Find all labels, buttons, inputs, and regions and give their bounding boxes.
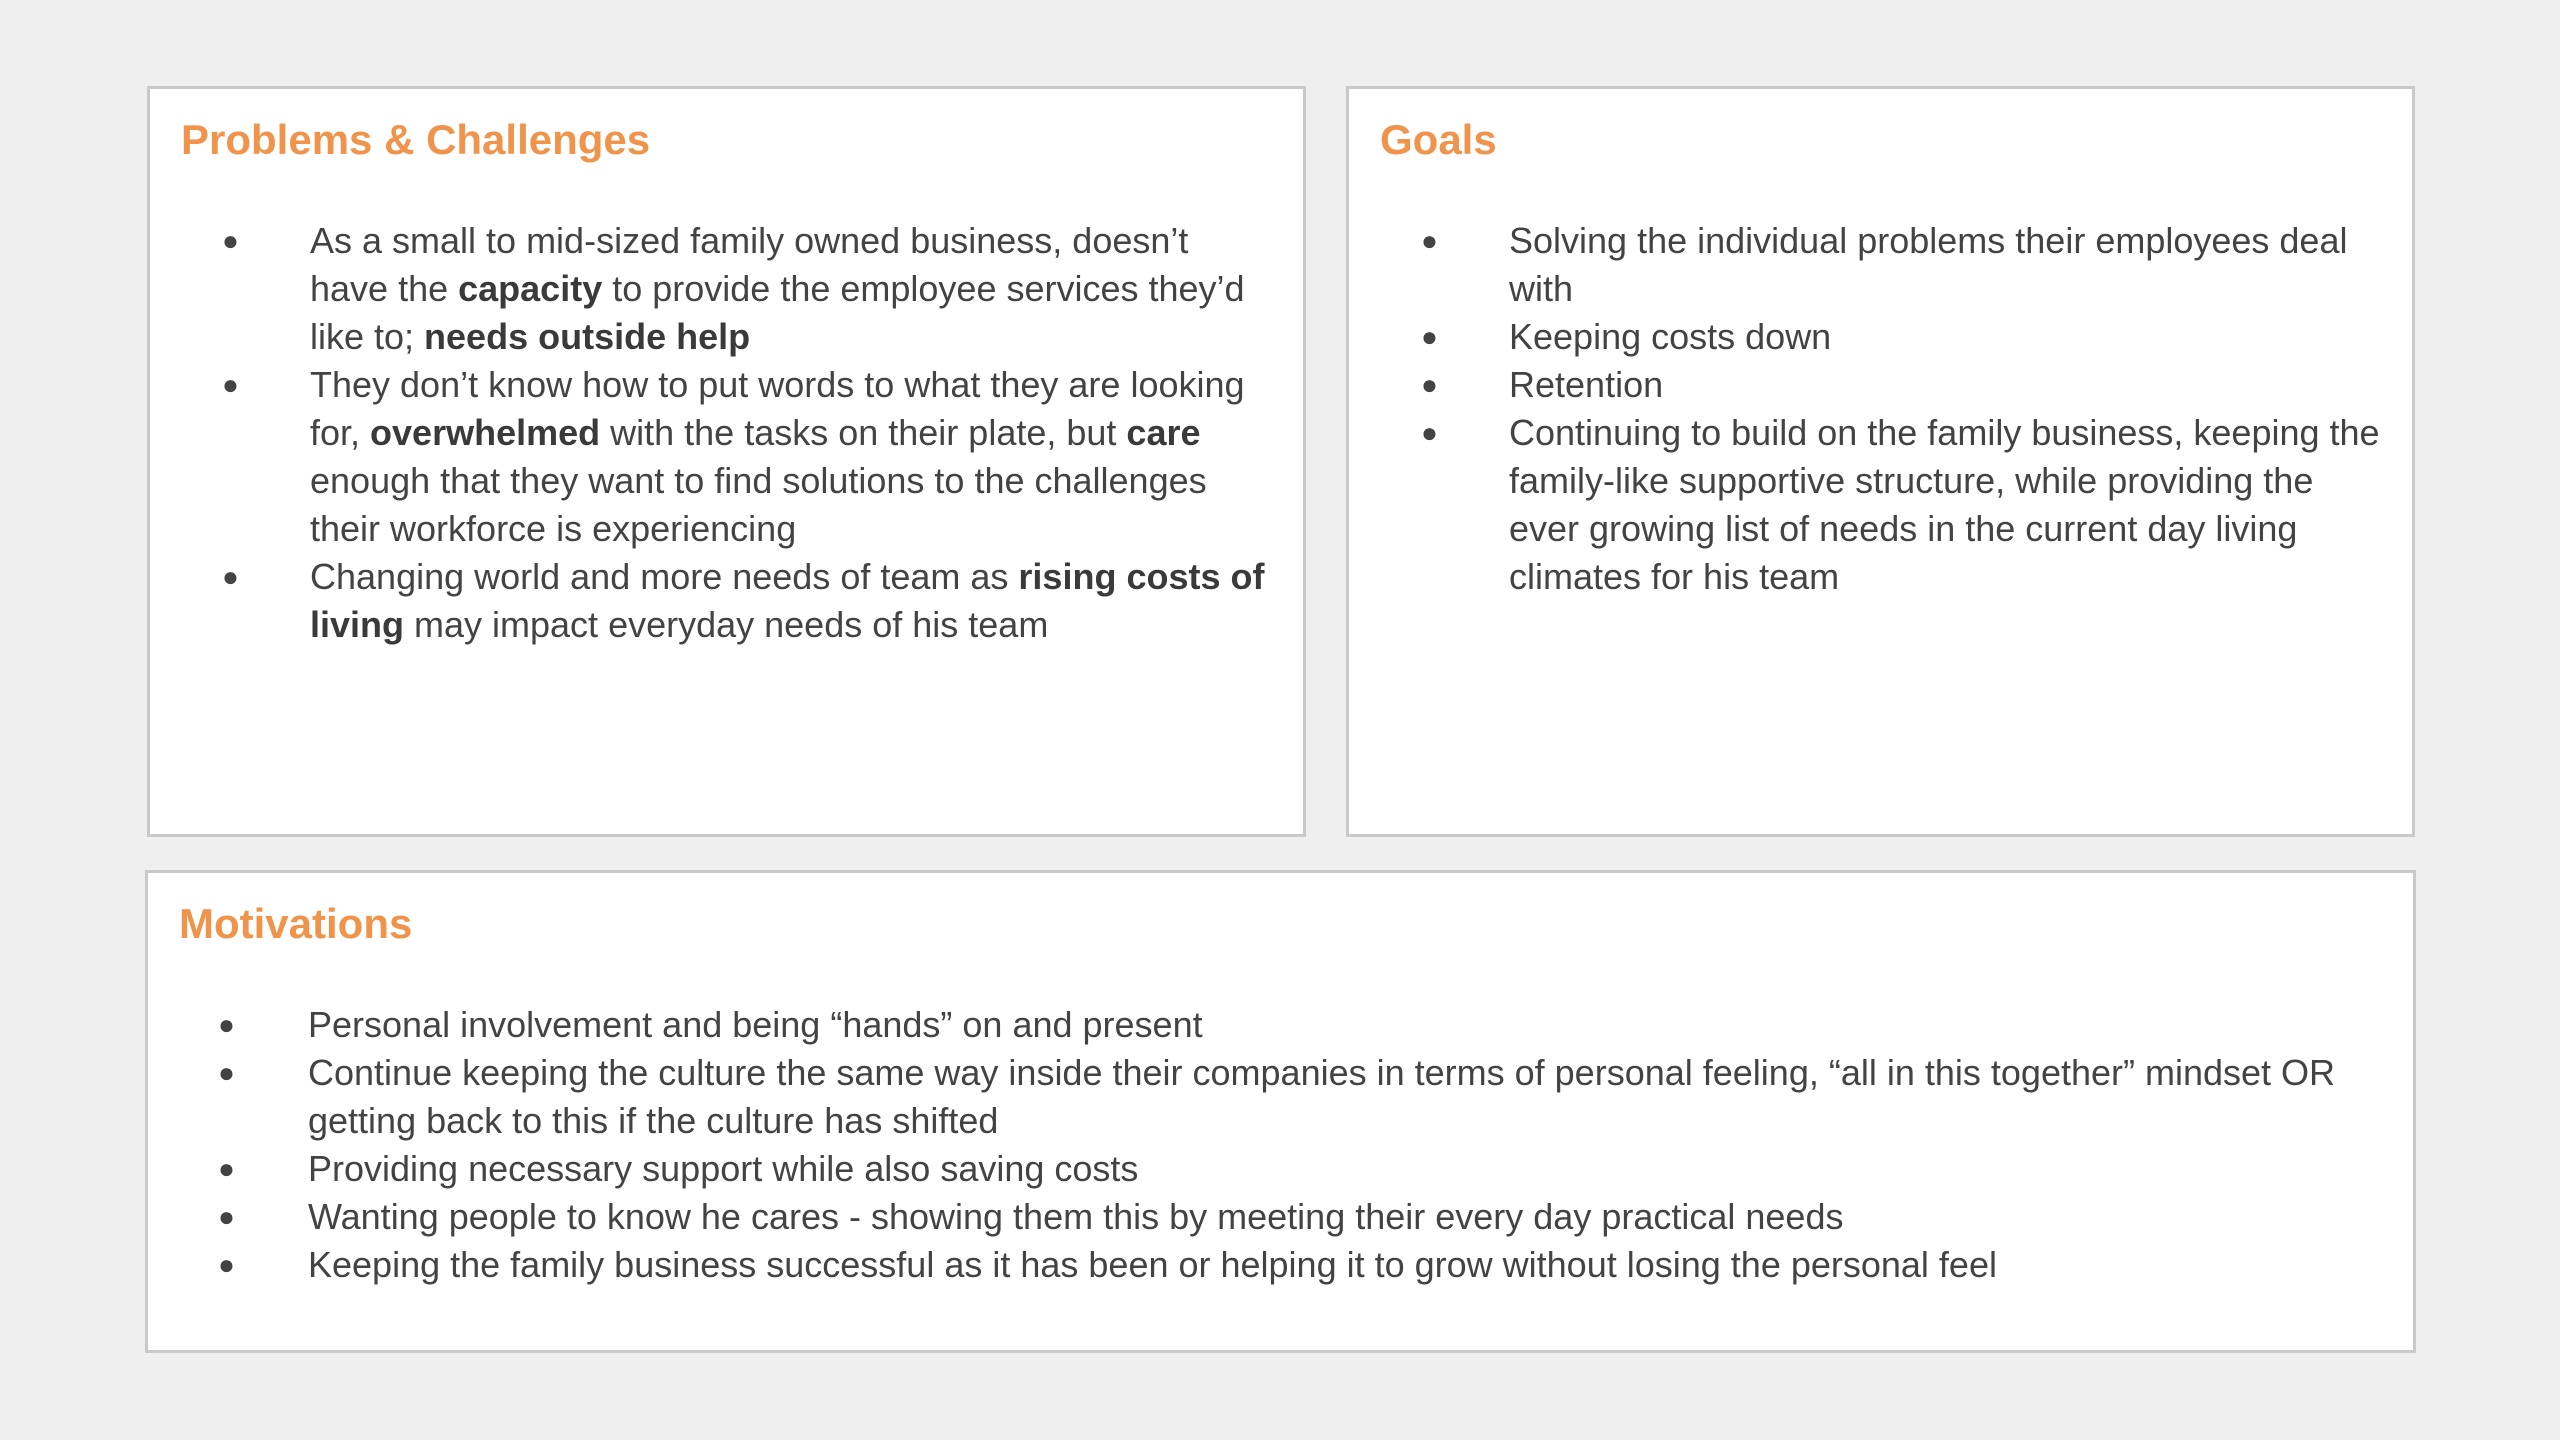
motivations-title: Motivations (179, 900, 413, 947)
goals-item (1349, 313, 2389, 361)
motivations-item (148, 1145, 2398, 1193)
problems-item (150, 361, 1270, 553)
motivations-item (148, 1193, 2398, 1241)
item-text: to provide the employee services they’d like to; (310, 268, 1245, 357)
item-text: Wanting people to know he cares - showing them this by meeting their every day practical needs (308, 1196, 1844, 1237)
goals-item (1349, 409, 2389, 601)
item-text: Retention (1509, 364, 1664, 405)
item-text: Solving the individual problems their employees deal with (1509, 220, 2348, 309)
item-text: Personal involvement and being “hands” on and present (308, 1004, 1203, 1045)
goals-list (1349, 217, 2389, 601)
item-emphasis: rising costs of living (310, 556, 1265, 645)
goals-card (1346, 86, 2415, 837)
item-emphasis: care (1126, 412, 1201, 453)
item-text: Keeping the family business successful as it has been or helping it to grow without losing the personal feel (308, 1244, 1997, 1285)
motivations-card (145, 870, 2416, 1353)
item-text: Continuing to build on the family business, keeping the family-like supportive structure, while providing the ever growing list of needs in the current day living climates for his team (1509, 412, 2380, 597)
bullet-icon: ● (1421, 225, 1438, 256)
motivations-list (148, 1001, 2398, 1289)
item-text: They don’t know how to put words to what they are looking for, (310, 364, 1245, 453)
bullet-icon: ● (1421, 321, 1438, 352)
item-text: with the tasks on their plate, but (600, 412, 1127, 453)
bullet-icon: ● (222, 369, 239, 400)
goals-item (1349, 217, 2389, 313)
item-text: Keeping costs down (1509, 316, 1832, 357)
item-emphasis: overwhelmed (370, 412, 601, 453)
bullet-icon: ● (218, 1201, 235, 1232)
bullet-icon: ● (218, 1153, 235, 1184)
bullet-icon: ● (218, 1249, 235, 1280)
item-text: may impact everyday needs of his team (404, 604, 1049, 645)
bullet-icon: ● (1421, 369, 1438, 400)
problems-title: Problems & Challenges (181, 116, 651, 163)
problems-card (147, 86, 1306, 837)
bullet-icon: ● (1421, 417, 1438, 448)
motivations-item (148, 1049, 2398, 1145)
item-emphasis: needs outside help (424, 316, 751, 357)
item-text: Continue keeping the culture the same way inside their companies in terms of personal feeling, “all in this together” mindset OR getting back to this if the culture has shifted (308, 1052, 2336, 1141)
bullet-icon: ● (218, 1009, 235, 1040)
item-text: Changing world and more needs of team as (310, 556, 1019, 597)
item-text: enough that they want to find solutions to the challenges their workforce is experiencing (310, 460, 1207, 549)
item-emphasis: capacity (458, 268, 603, 309)
problems-item (150, 217, 1270, 361)
bullet-icon: ● (222, 561, 239, 592)
problems-list (150, 217, 1270, 649)
motivations-item (148, 1241, 2398, 1289)
motivations-item (148, 1001, 2398, 1049)
bullet-icon: ● (218, 1057, 235, 1088)
problems-item (150, 553, 1270, 649)
item-text: Providing necessary support while also saving costs (308, 1148, 1139, 1189)
item-text: As a small to mid-sized family owned business, doesn’t have the (310, 220, 1189, 309)
goals-item (1349, 361, 2389, 409)
goals-title: Goals (1380, 116, 1497, 163)
bullet-icon: ● (222, 225, 239, 256)
